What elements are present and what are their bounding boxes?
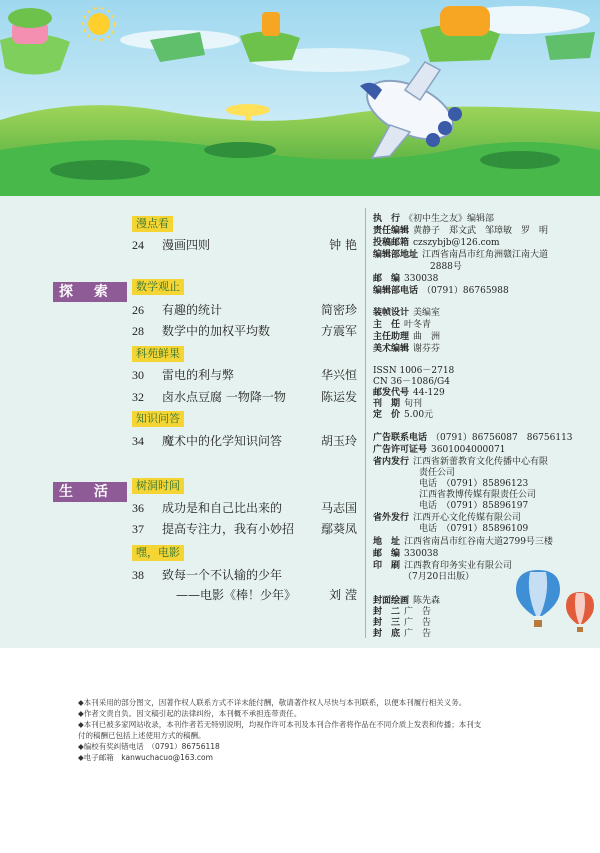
toc-page: 30 — [132, 368, 144, 382]
category-label: 漫点看 — [132, 216, 173, 232]
masthead-key: 刊 期 — [373, 399, 401, 409]
masthead-value: 美编室 — [413, 308, 441, 318]
masthead-key: 封面绘画 — [373, 596, 410, 606]
masthead-design — [373, 308, 595, 319]
toc-author: 华兴恒 — [320, 368, 357, 382]
masthead-value: 陈先森 — [413, 596, 441, 606]
masthead-key: 主任助理 — [373, 332, 410, 342]
note-line: ◆本刊采用的部分图文，因著作权人联系方式不详未能付酬，敬请著作权人尽快与本刊联系，以便本刊履行相关义务。 — [78, 698, 467, 707]
masthead-key: 印 刷 — [373, 561, 401, 571]
masthead-key: 邮 编 — [373, 274, 401, 284]
masthead-art — [373, 344, 595, 355]
toc-entry[interactable] — [132, 499, 357, 517]
masthead-key: 省内发行 — [373, 457, 410, 467]
masthead-local2: 江西省教博传媒有限责任公司 — [419, 490, 537, 500]
masthead-ad-license — [373, 445, 595, 456]
toc-title: 致每一个不认输的少年 — [162, 568, 283, 582]
toc-entry[interactable] — [132, 432, 357, 450]
column-divider — [365, 208, 366, 638]
masthead-key: 执 行 — [373, 214, 401, 224]
category-label: 数学观止 — [132, 279, 184, 295]
section-explore: 探 索 — [53, 282, 127, 302]
masthead-value: （0791）86765988 — [422, 286, 509, 296]
masthead-key: 地 址 — [373, 537, 401, 547]
masthead-key: 封 底 — [373, 629, 401, 639]
cover-illustration — [0, 0, 600, 196]
category-label: 嘿，电影 — [132, 545, 184, 561]
masthead-value: 5.00元 — [404, 410, 434, 420]
masthead-key: 广告许可证号 — [373, 445, 428, 455]
masthead-key: 投稿邮箱 — [373, 238, 410, 248]
toc-page: 34 — [132, 434, 144, 448]
toc-entry[interactable] — [132, 520, 357, 538]
masthead-address — [373, 250, 595, 261]
toc-title: 魔术中的化学知识问答 — [162, 434, 283, 448]
toc-author: 简密珍 — [320, 303, 357, 317]
masthead-key: 广告联系电话 — [373, 433, 428, 443]
masthead-value: 旬刊 — [404, 399, 423, 409]
masthead-local-phone: 电话 （0791）85896123 — [419, 479, 529, 489]
masthead-value: czszybjb@126.com — [413, 238, 500, 248]
footer-notes — [78, 697, 548, 763]
toc-page: 37 — [132, 522, 144, 536]
masthead-local-line2: 责任公司 — [419, 468, 456, 478]
masthead-postcode2 — [373, 549, 595, 560]
masthead-outside-phone: 电话 （0791）85896109 — [419, 524, 529, 534]
note-line: ◆本刊已被多家网站收录，本刊作者若无特别说明，均视作许可本刊及本刊合作者将作品在不同介质上发表和传播；本刊支 — [78, 720, 482, 729]
toc-subtitle: ——电影《棒！少年》 — [176, 588, 297, 602]
masthead-publish-date: （7月20日出版） — [403, 572, 475, 582]
masthead-value: 江西省南昌市红谷南大道2799号三楼 — [404, 537, 553, 547]
masthead-mail-code — [373, 388, 595, 399]
masthead-value: 黄静子 郑文武 邹璋敏 罗 明 — [413, 226, 549, 236]
toc-page: 38 — [132, 568, 144, 582]
masthead-outside — [373, 513, 595, 524]
masthead-value: 江西省南昌市红角洲赣江南大道 — [422, 250, 549, 260]
toc-title: 漫画四则 — [162, 238, 211, 252]
toc-title: 卤水点豆腐 一物降一物 — [162, 390, 286, 404]
masthead-cn: CN 36－1086/G4 — [373, 377, 450, 387]
masthead-period — [373, 399, 595, 410]
toc-title: 雷电的利与弊 — [162, 368, 235, 382]
toc-entry[interactable] — [132, 388, 357, 406]
toc-author: 钟 艳 — [329, 238, 357, 252]
note-line: 付的稿酬已包括上述使用方式的稿酬。 — [78, 731, 206, 740]
masthead-key: 装帧设计 — [373, 308, 410, 318]
toc-entry[interactable] — [132, 566, 357, 584]
masthead-assistant — [373, 332, 595, 343]
masthead-key: 邮 编 — [373, 549, 401, 559]
masthead-value: 广 告 — [404, 618, 432, 628]
section-life: 生 活 — [53, 482, 127, 502]
toc-page: 28 — [132, 324, 144, 338]
toc-author: 胡玉玲 — [320, 434, 357, 448]
masthead-email — [373, 238, 595, 249]
note-line: ◆编校有奖纠错电话 （0791）86756118 — [78, 742, 220, 751]
masthead-key: 编辑部地址 — [373, 250, 419, 260]
masthead-value: 44-129 — [413, 388, 445, 398]
toc-page: 26 — [132, 303, 144, 317]
toc-author: 鄢葵凤 — [320, 522, 357, 536]
masthead-key: 封 三 — [373, 618, 401, 628]
masthead-value: 谢芬芬 — [413, 344, 441, 354]
masthead-editors — [373, 226, 595, 237]
masthead-value: 江西省新蕾教育文化传播中心有限 — [413, 457, 549, 467]
category-label: 知识问答 — [132, 411, 184, 427]
masthead-price — [373, 410, 595, 421]
masthead-key: 邮发代号 — [373, 388, 410, 398]
masthead-postcode — [373, 274, 595, 285]
masthead-value: 广 告 — [404, 607, 432, 617]
toc-author: 刘 滢 — [329, 588, 357, 602]
masthead-value: 广 告 — [404, 629, 432, 639]
masthead-key: 责任编辑 — [373, 226, 410, 236]
masthead-value: 330038 — [404, 549, 439, 559]
masthead-value: 3601004000071 — [431, 445, 506, 455]
masthead-value: 曲 洲 — [413, 332, 441, 342]
toc-title: 成功是和自己比出来的 — [162, 501, 283, 515]
masthead-value: 《初中生之友》编辑部 — [404, 214, 495, 224]
masthead-addr2 — [373, 537, 595, 548]
masthead-key: 编辑部电话 — [373, 286, 419, 296]
toc-title: 数学中的加权平均数 — [162, 324, 271, 338]
masthead-address-line2: 2888号 — [430, 262, 462, 272]
toc-page: 24 — [132, 238, 144, 252]
masthead-value: 330038 — [404, 274, 439, 284]
toc-author: 陈运发 — [320, 390, 357, 404]
masthead-local2-phone: 电话 （0791）85896197 — [419, 501, 529, 511]
toc-author: 马志国 — [320, 501, 357, 515]
masthead-local — [373, 457, 595, 468]
masthead-issn: ISSN 1006－2718 — [373, 366, 455, 376]
masthead-key: 主 任 — [373, 320, 401, 330]
hot-air-balloon-icon — [510, 568, 595, 643]
masthead-value: 叶冬青 — [404, 320, 432, 330]
toc-title: 提高专注力，我有小妙招 — [162, 522, 295, 536]
masthead-phone — [373, 286, 595, 297]
masthead-value: 江西教育印务实业有限公司 — [404, 561, 513, 571]
masthead-chief — [373, 320, 595, 331]
masthead-ad-phone — [373, 433, 595, 444]
toc-entry[interactable] — [132, 236, 357, 254]
masthead-key: 封 二 — [373, 607, 401, 617]
toc-entry[interactable] — [132, 366, 357, 384]
toc-subtitle-line — [176, 586, 357, 604]
toc-entry[interactable] — [132, 301, 357, 319]
toc-entry[interactable] — [132, 322, 357, 340]
toc-page: 36 — [132, 501, 144, 515]
category-label: 科苑鲜果 — [132, 346, 184, 362]
masthead-key: 省外发行 — [373, 513, 410, 523]
masthead-value: 江西开心文化传媒有限公司 — [413, 513, 522, 523]
masthead-key: 定 价 — [373, 410, 401, 420]
toc-title: 有趣的统计 — [162, 303, 223, 317]
note-line: ◆电子邮箱 kanwuchacuo@163.com — [78, 753, 213, 762]
category-label: 树洞时间 — [132, 478, 184, 494]
masthead-executive — [373, 214, 595, 225]
note-line: ◆作者文责自负。因文稿引起的法律纠纷，本刊概不承担连带责任。 — [78, 709, 302, 718]
masthead-value: （0791）86756087 86756113 — [431, 433, 573, 443]
toc-page: 32 — [132, 390, 144, 404]
toc-author: 方震军 — [320, 324, 357, 338]
masthead-key: 美术编辑 — [373, 344, 410, 354]
